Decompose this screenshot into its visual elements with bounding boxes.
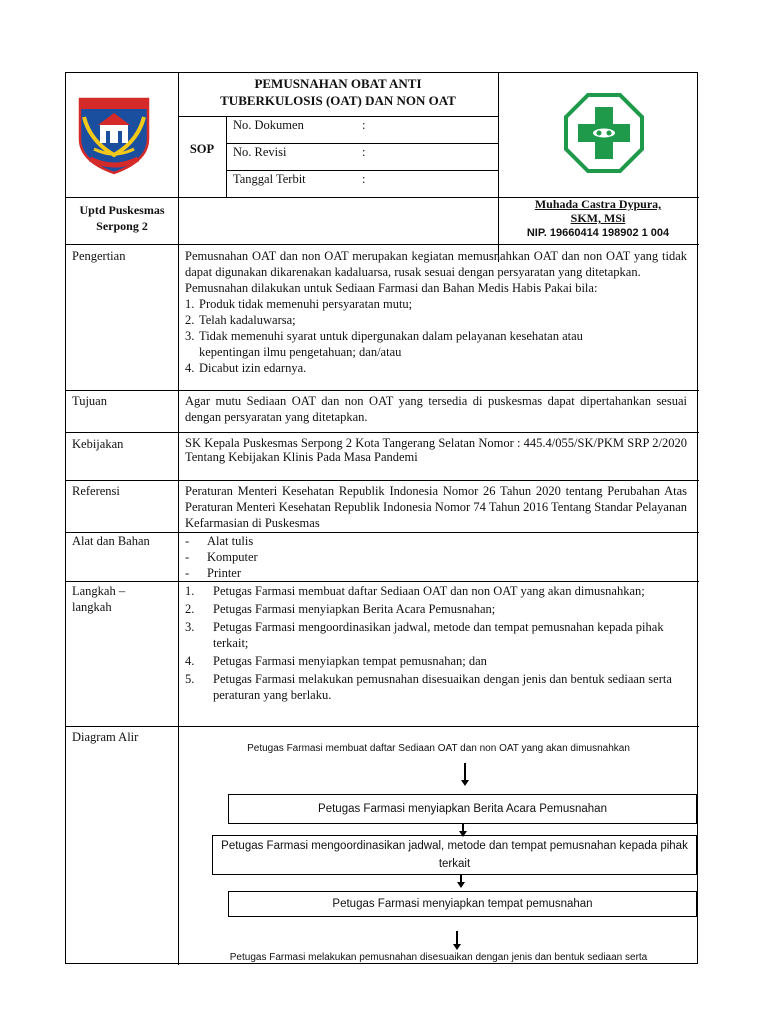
label-alat-bahan: Alat dan Bahan (72, 534, 150, 548)
org-name-line2: Serpong 2 (96, 219, 148, 233)
field-tanggal-label: Tanggal Terbit (233, 172, 306, 186)
field-no-dokumen-label: No. Dokumen (233, 118, 304, 132)
section-pengertian: Pemusnahan OAT dan non OAT merupakan kegiatan memusnahkan OAT dan non OAT yang tidak dapat digunakan dikarenakan kadaluarsa, rusak sesuai dengan persyaratan yang ditetapkan. Pemusnahan dilakukan untuk Sediaan Farmasi dan Bahan Medis Habis Pakai bila: 1. Produk tidak memenuhi persyaratan mutu; 2. Telah kadaluwarsa; 3. Tidak memenuhi syarat untuk dipergunakan dalam pelayanan kesehatan atau kepentingan ilmu pengetahuan; dan/atau 4. Dicabut izin edarnya. (185, 249, 687, 375)
label-diagram-alir: Diagram Alir (72, 730, 139, 744)
flow-step-3: Petugas Farmasi mengoordinasikan jadwal, metode dan tempat pemusnahan kepada pihak terkait (212, 835, 697, 875)
doc-title-line2: TUBERKULOSIS (OAT) DAN NON OAT (220, 93, 456, 108)
flow-arrow-1 (464, 763, 466, 781)
field-tanggal-sep: : (362, 172, 366, 186)
city-crest-logo (76, 95, 152, 175)
signer-name: Muhada Castra Dypura, (534, 197, 662, 211)
field-no-revisi-label: No. Revisi (233, 145, 287, 159)
flow-step-4: Petugas Farmasi menyiapkan tempat pemusnahan (228, 891, 697, 917)
text-kebijakan: SK Kepala Puskesmas Serpong 2 Kota Tangerang Selatan Nomor : 445.4/055/SK/PKM SRP 2/2020 Tentang Kebijakan Klinis Pada Masa Pandemi (185, 436, 687, 464)
list-langkah: 1. Petugas Farmasi membuat daftar Sediaan OAT dan non OAT yang akan dimusnahkan; 2. Petugas Farmasi menyiapkan Berita Acara Pemusnahan; 3. Petugas Farmasi mengoordinasikan jadwal, metode dan tempat pemusnahan kepada pihak terkait; 4. Petugas Farmasi menyiapkan tempat pemusnahan; dan 5. Petugas Farmasi melakukan pemusnahan disesuaikan dengan jenis dan bentuk sediaan serta peraturan yang berlaku. (185, 584, 672, 702)
sop-label: SOP (189, 142, 215, 156)
label-kebijakan: Kebijakan (72, 437, 124, 451)
flow-step-2: Petugas Farmasi menyiapkan Berita Acara Pemusnahan (228, 794, 697, 824)
org-name-line1: Uptd Puskesmas (79, 203, 165, 217)
label-pengertian: Pengertian (72, 249, 126, 263)
signer-nip: NIP. 19660414 198902 1 004 (526, 227, 670, 239)
flow-step-5: Petugas Farmasi melakukan pemusnahan disesuaikan dengan jenis dan bentuk sediaan serta (229, 952, 648, 963)
label-referensi: Referensi (72, 484, 120, 498)
label-tujuan: Tujuan (72, 394, 107, 408)
flow-arrow-2 (462, 824, 464, 832)
puskesmas-logo (564, 93, 644, 178)
doc-title-line1: PEMUSNAHAN OBAT ANTI (254, 76, 422, 91)
flow-arrow-3 (460, 875, 462, 883)
text-referensi: Peraturan Menteri Kesehatan Republik Indonesia Nomor 26 Tahun 2020 tentang Perubahan Atas Peraturan Menteri Kesehatan Republik Indonesia Nomor 74 Tahun 2016 Tentang Standar Pelayanan Kefarmasian di Puskesmas (185, 484, 687, 530)
text-tujuan: Agar mutu Sediaan OAT dan non OAT yang tersedia di puskesmas dapat dipertahankan sesuai dengan persyaratan yang ditetapkan. (185, 394, 687, 424)
flow-step-1: Petugas Farmasi membuat daftar Sediaan OAT dan non OAT yang akan dimusnahkan (247, 743, 630, 754)
flow-arrow-4 (456, 931, 458, 945)
field-no-revisi-sep: : (362, 145, 366, 159)
list-alat-bahan: - Alat tulis - Komputer - Printer (185, 534, 258, 580)
sop-document: PEMUSNAHAN OBAT ANTI TUBERKULOSIS (OAT) DAN NON OAT SOP No. Dokumen : No. Revisi : Tanggal Terbit : Uptd Puskesmas Serpong 2 Muhada Castra Dypura, SKM, MSi NIP. 19660414 198902 1 004 Pengertian Pemusnahan OAT dan non OAT merupakan kegiatan memusnahkan OAT dan non OAT yang tidak dapat digunakan dikarenakan kadaluarsa, rusak sesuai dengan persyaratan yang ditetapkan. Pemusnahan dilakukan untuk Sediaan Farmasi dan Bahan Medis Habis Pakai bila: 1. Produk tidak memenuhi persyaratan mutu; 2. Telah kadaluwarsa; 3. Tidak memenuhi syarat untuk dipergunakan dalam pelayanan kesehatan atau kepentingan ilmu pengetahuan; dan/atau 4. Dicabut izin edarnya. Tujuan Agar mutu Sediaan OAT dan non OAT yang tersedia di puskesmas dapat dipertahankan sesuai dengan persyaratan yang ditetapkan. Kebijakan SK Kepala Puskesmas Serpong 2 Kota Tangerang Selatan Nomor : 445.4/055/SK/PKM SRP 2/2020 Tentang Kebijakan Klinis Pada Masa Pandemi Referensi Peraturan Menteri Kesehatan Republik Indonesia Nomor 26 Tahun 2020 tentang Perubahan Atas Peraturan Menteri Kesehatan Republik Indonesia Nomor 74 Tahun 2016 Tentang Standar Pelayanan Kefarmasian di Puskesmas Alat dan Bahan - Alat tulis - Komputer - Printer Langkah – langkah 1. Petugas Farmasi membuat daftar Sediaan OAT dan non OAT yang akan dimusnahkan; 2. Petugas Farmasi menyiapkan Berita Acara Pemusnahan; 3. Petugas Farmasi mengoordinasikan jadwal, metode dan tempat pemusnahan kepada pihak terkait; 4. Petugas Farmasi menyiapkan tempat pemusnahan; dan 5. Petugas Farmasi melakukan pemusnahan disesuaikan dengan jenis dan bentuk sediaan serta peraturan yang berlaku. Diagram Alir Petugas Farmasi membuat daftar Sediaan OAT dan non OAT yang akan dimusnahkan Petugas Farmasi menyiapkan Berita Acara Pemusnahan Petugas Farmasi mengoordinasikan jadwal, metode dan tempat pemusnahan kepada pihak terkait Petugas Farmasi menyiapkan tempat pemusnahan Petugas Farmasi melakukan pemusnahan disesuaikan dengan jenis dan bentuk sediaan serta (65, 72, 698, 964)
label-langkah: Langkah – langkah (72, 584, 126, 614)
field-no-dokumen-sep: : (362, 118, 366, 132)
